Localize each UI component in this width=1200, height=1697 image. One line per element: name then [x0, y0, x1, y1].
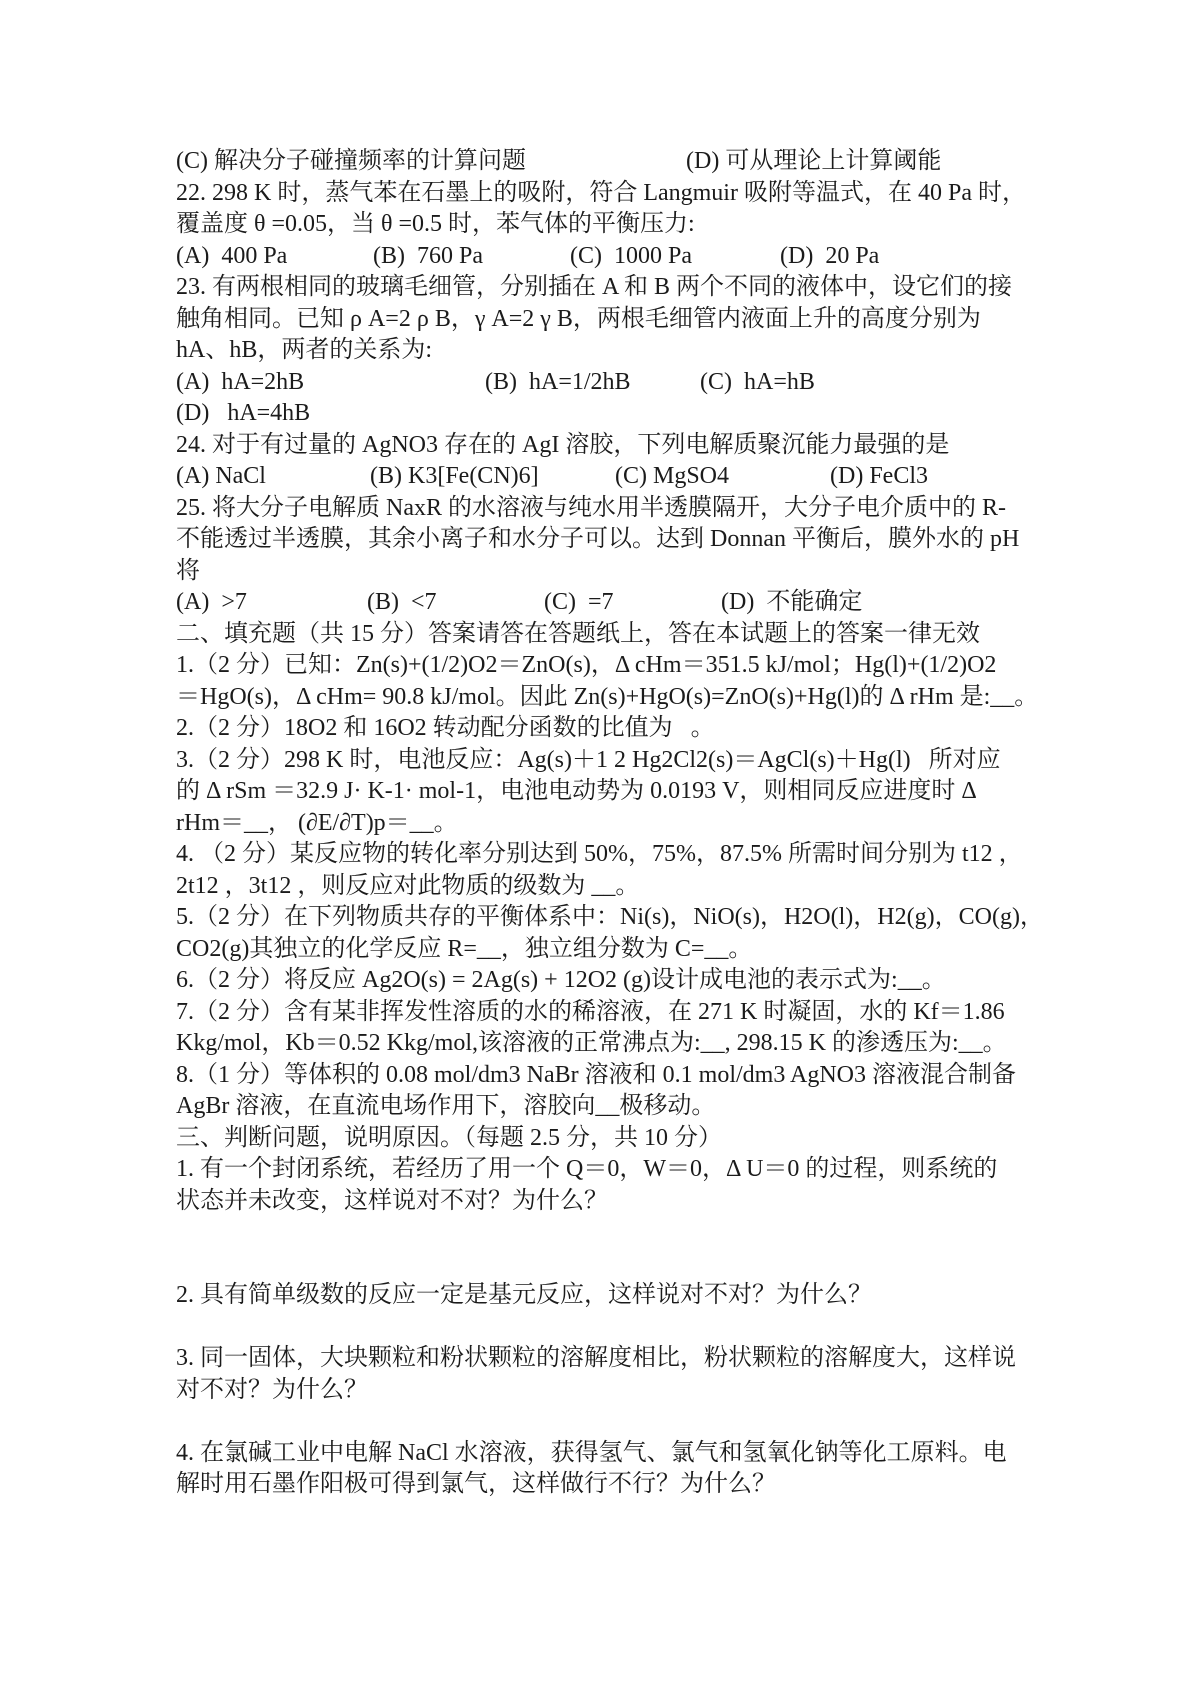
document-line — [176, 556, 1056, 588]
text-segment: (C) 解决分子碰撞频率的计算问题 — [176, 148, 526, 174]
text-segment: 3. 同一固体，大块颗粒和粉状颗粒的溶解度相比，粉状颗粒的溶解度大，这样说 — [176, 1345, 1016, 1371]
document-line — [176, 272, 1056, 304]
text-segment: 覆盖度 θ =0.05，当 θ =0.5 时，苯气体的平衡压力: — [176, 211, 695, 237]
text-segment: 三、判断问题，说明原因。（每题 2.5 分，共 10 分） — [176, 1125, 722, 1151]
text-segment: AgBr 溶液，在直流电场作用下，溶胶向__极移动。 — [176, 1093, 716, 1119]
document-line — [176, 713, 1056, 745]
text-segment: 1.（2 分）已知：Zn(s)+(1/2)O2＝ZnO(s)，Δ cHm＝351.5 kJ/mol；Hg(l)+(1/2)O2 — [176, 652, 997, 678]
text-segment: rHm＝__， (∂E/∂T)p＝__。 — [176, 810, 458, 836]
text-segment: (A) NaCl — [176, 463, 266, 489]
text-segment: Kkg/mol，Kb＝0.52 Kkg/mol,该溶液的正常沸点为:__, 298.15 K 的渗透压为:__。 — [176, 1030, 1007, 1056]
text-segment: (C) =7 — [544, 589, 614, 615]
text-segment: hA、hB，两者的关系为: — [176, 337, 433, 363]
document-line — [176, 1186, 1056, 1218]
document-line — [176, 209, 1056, 241]
text-segment: 22. 298 K 时，蒸气苯在石墨上的吸附，符合 Langmuir 吸附等温式，在 40 Pa 时， — [176, 180, 1026, 206]
text-segment: (A) hA=2hB — [176, 369, 305, 395]
document-line — [176, 650, 1056, 682]
document-line — [176, 1091, 1056, 1123]
text-segment: (B) hA=1/2hB — [485, 369, 631, 395]
text-segment: 不能透过半透膜，其余小离子和水分子可以。达到 Donnan 平衡后，膜外水的 pH — [176, 526, 1020, 552]
text-segment: 对不对？为什么？ — [176, 1377, 368, 1403]
document-line — [176, 398, 1056, 430]
text-segment: (D) 不能确定 — [721, 589, 863, 615]
text-segment: 25. 将大分子电解质 NaxR 的水溶液与纯水用半透膜隔开，大分子电介质中的 R- — [176, 495, 1006, 521]
text-segment: 7.（2 分）含有某非挥发性溶质的水的稀溶液，在 271 K 时凝固，水的 Kf＝1.86 — [176, 999, 1005, 1025]
text-segment: 5.（2 分）在下列物质共存的平衡体系中：Ni(s)，NiO(s)，H2O(l)，H2(g)，CO(g)， — [176, 904, 1044, 930]
document-line — [176, 146, 1056, 178]
document-line — [176, 461, 1056, 493]
document-line — [176, 1123, 1056, 1155]
document-line — [176, 493, 1056, 525]
document-line — [176, 682, 1056, 714]
document-line — [176, 430, 1056, 462]
document-text-block — [176, 0, 1056, 1697]
text-segment: (D) 可从理论上计算阈能 — [686, 148, 942, 174]
document-line — [176, 1469, 1056, 1501]
document-line — [176, 776, 1056, 808]
text-segment: (D) FeCl3 — [830, 463, 928, 489]
document-line — [176, 1060, 1056, 1092]
text-segment: (C) 1000 Pa — [570, 243, 692, 269]
document-line — [176, 808, 1056, 840]
document-line — [176, 965, 1056, 997]
document-line — [176, 1343, 1056, 1375]
text-segment: 4. 在氯碱工业中电解 NaCl 水溶液，获得氢气、氯气和氢氧化钠等化工原料。电 — [176, 1440, 1007, 1466]
document-line — [176, 839, 1056, 871]
text-segment: 1. 有一个封闭系统，若经历了用一个 Q＝0，W＝0，Δ U＝0 的过程，则系统的 — [176, 1156, 998, 1182]
document-line — [176, 902, 1056, 934]
text-segment: 二、填充题（共 15 分）答案请答在答题纸上，答在本试题上的答案一律无效 — [176, 621, 980, 647]
document-line — [176, 367, 1056, 399]
text-segment: 2. 具有简单级数的反应一定是基元反应，这样说对不对？为什么？ — [176, 1282, 872, 1308]
text-segment: 23. 有两根相同的玻璃毛细管，分别插在 A 和 B 两个不同的液体中，设它们的接 — [176, 274, 1013, 300]
document-line — [176, 587, 1056, 619]
text-segment: 解时用石墨作阳极可得到氯气，这样做行不行？为什么？ — [176, 1471, 776, 1497]
text-segment: 将 — [176, 558, 200, 584]
text-segment: 4. （2 分）某反应物的转化率分别达到 50%，75%，87.5% 所需时间分别为 t12 ， — [176, 841, 1023, 867]
text-segment: (A) 400 Pa — [176, 243, 288, 269]
text-segment: (A) >7 — [176, 589, 247, 615]
text-segment: 状态并未改变，这样说对不对？为什么？ — [176, 1188, 608, 1214]
text-segment: (C) MgSO4 — [615, 463, 730, 489]
text-segment: (D) 20 Pa — [780, 243, 880, 269]
text-segment: 触角相同。已知 ρ A=2 ρ B，γ A=2 γ B，两根毛细管内液面上升的高度分别为 — [176, 306, 981, 332]
text-segment: (B) <7 — [367, 589, 437, 615]
document-line — [176, 304, 1056, 336]
document-line — [176, 1280, 1056, 1312]
document-line — [176, 745, 1056, 777]
document-line — [176, 1028, 1056, 1060]
text-segment: 3.（2 分）298 K 时，电池反应：Ag(s)＋1 2 Hg2Cl2(s)＝AgCl(s)＋Hg(l) 所对应 — [176, 747, 1001, 773]
document-line — [176, 335, 1056, 367]
text-segment: 24. 对于有过量的 AgNO3 存在的 AgI 溶胶，下列电解质聚沉能力最强的是 — [176, 432, 950, 458]
text-segment: (B) 760 Pa — [373, 243, 483, 269]
text-segment: (C) hA=hB — [700, 369, 815, 395]
text-segment: CO2(g)其独立的化学反应 R=__，独立组分数为 C=__。 — [176, 936, 753, 962]
document-line — [176, 524, 1056, 556]
text-segment: 8.（1 分）等体积的 0.08 mol/dm3 NaBr 溶液和 0.1 mol/dm3 AgNO3 溶液混合制备 — [176, 1062, 1016, 1088]
document-line — [176, 997, 1056, 1029]
document-line — [176, 241, 1056, 273]
document-line — [176, 619, 1056, 651]
text-segment: 2.（2 分）18O2 和 16O2 转动配分函数的比值为 。 — [176, 715, 715, 741]
document-line — [176, 1438, 1056, 1470]
text-segment: ＝HgO(s)，Δ cHm= 90.8 kJ/mol。因此 Zn(s)+HgO(s)=ZnO(s)+Hg(l)的 Δ rHm 是:__。 — [176, 684, 1039, 710]
document-line — [176, 871, 1056, 903]
document-line — [176, 1154, 1056, 1186]
text-segment: 6.（2 分）将反应 Ag2O(s) = 2Ag(s) + 12O2 (g)设计成电池的表示式为:__。 — [176, 967, 946, 993]
document-line — [176, 1375, 1056, 1407]
text-segment: (D) hA=4hB — [176, 400, 311, 426]
document-line — [176, 934, 1056, 966]
document-line — [176, 178, 1056, 210]
text-segment: 的 Δ rSm ＝32.9 J· K-1· mol-1，电池电动势为 0.0193 V，则相同反应进度时 Δ — [176, 778, 977, 804]
text-segment: (B) K3[Fe(CN)6] — [370, 463, 539, 489]
text-segment: 2t12 ，3t12 ，则反应对此物质的级数为 __。 — [176, 873, 640, 899]
